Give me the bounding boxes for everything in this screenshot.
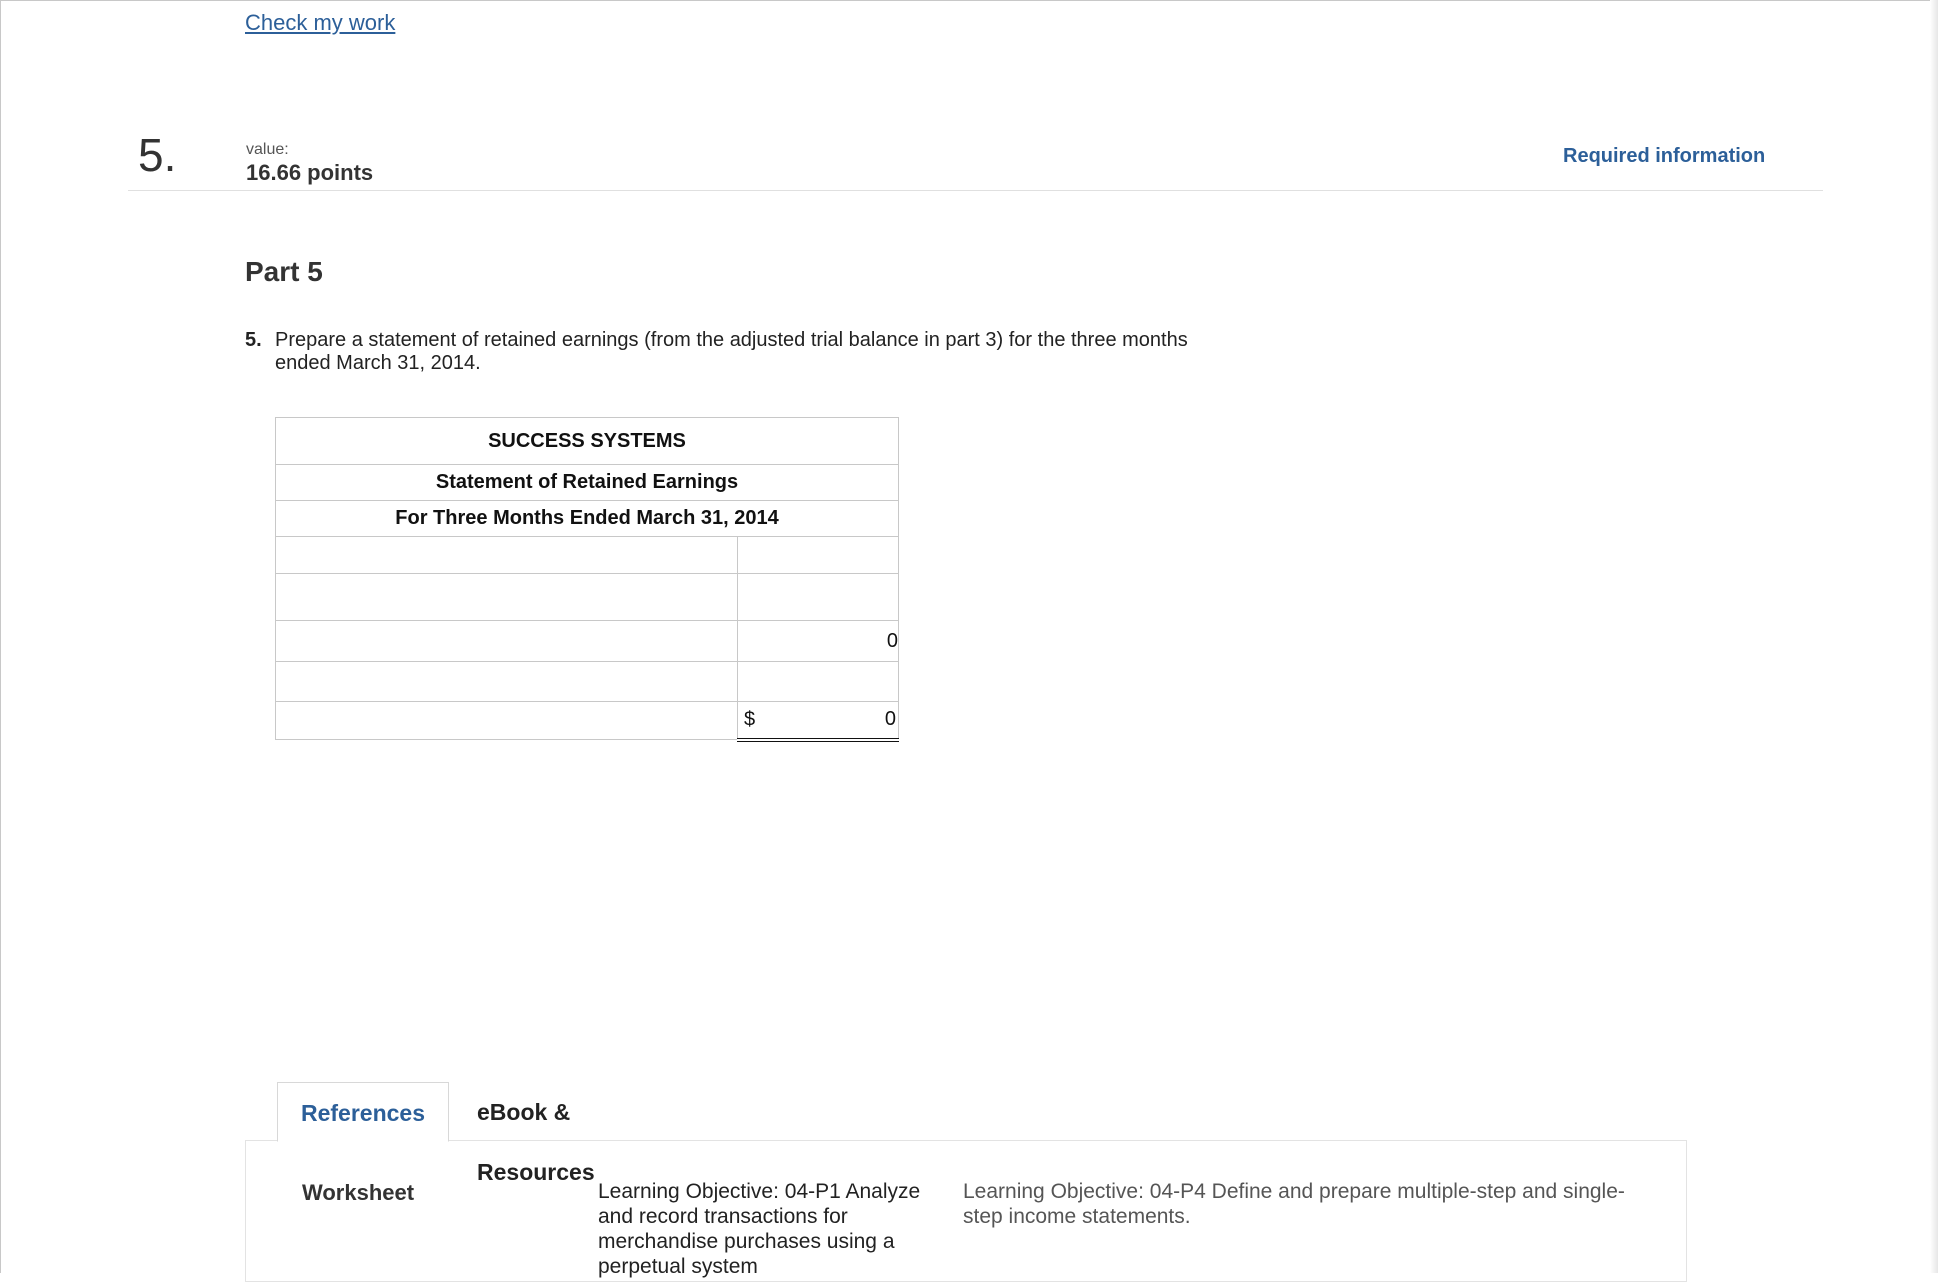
row-2-amount-input[interactable] bbox=[737, 574, 898, 621]
part-title: Part 5 bbox=[245, 256, 323, 287]
statement-period: For Three Months Ended March 31, 2014 bbox=[276, 501, 899, 537]
row-1-label-input[interactable] bbox=[276, 537, 738, 574]
retained-earnings-statement bbox=[275, 417, 899, 742]
learning-objective-p1: Learning Objective: 04-P1 Analyze and record transactions for merchandise purchases using a perpetual system bbox=[598, 1180, 921, 1278]
statement-title: Statement of Retained Earnings bbox=[276, 465, 899, 501]
question-divider bbox=[128, 190, 1823, 191]
row-5-label-input[interactable] bbox=[276, 702, 738, 740]
row-2-label-input[interactable] bbox=[276, 574, 738, 621]
ending-balance-cell bbox=[737, 702, 898, 740]
tab-references[interactable]: References bbox=[277, 1082, 449, 1142]
instruction-text: Prepare a statement of retained earnings (from the adjusted trial balance in part 3) for the three months ended March 31, 2014. bbox=[275, 329, 1188, 374]
check-my-work-link[interactable]: Check my work bbox=[245, 10, 396, 35]
value-points: 16.66 points bbox=[246, 160, 374, 185]
value-label: value: bbox=[246, 141, 289, 158]
required-information-link[interactable]: Required information bbox=[1563, 145, 1766, 167]
row-3-label-input[interactable] bbox=[276, 621, 738, 662]
currency-symbol: $ bbox=[743, 708, 756, 731]
question-number: 5. bbox=[138, 129, 177, 181]
worksheet-label: Worksheet bbox=[302, 1180, 415, 1205]
row-4-label-input[interactable] bbox=[276, 662, 738, 702]
instruction-number: 5. bbox=[245, 329, 262, 351]
learning-objective-p4: Learning Objective: 04-P4 Define and prepare multiple-step and single-step income statements. bbox=[963, 1180, 1625, 1228]
ending-balance-value: 0 bbox=[884, 708, 896, 731]
row-1-amount-input[interactable] bbox=[737, 537, 898, 574]
tab-ebook-resources[interactable]: eBook & Resources bbox=[477, 1099, 595, 1185]
scrollbar-edge bbox=[1930, 0, 1938, 1273]
row-4-amount-input[interactable] bbox=[737, 662, 898, 702]
company-name: SUCCESS SYSTEMS bbox=[276, 418, 899, 465]
row-3-amount-input[interactable]: 0 bbox=[737, 621, 898, 662]
